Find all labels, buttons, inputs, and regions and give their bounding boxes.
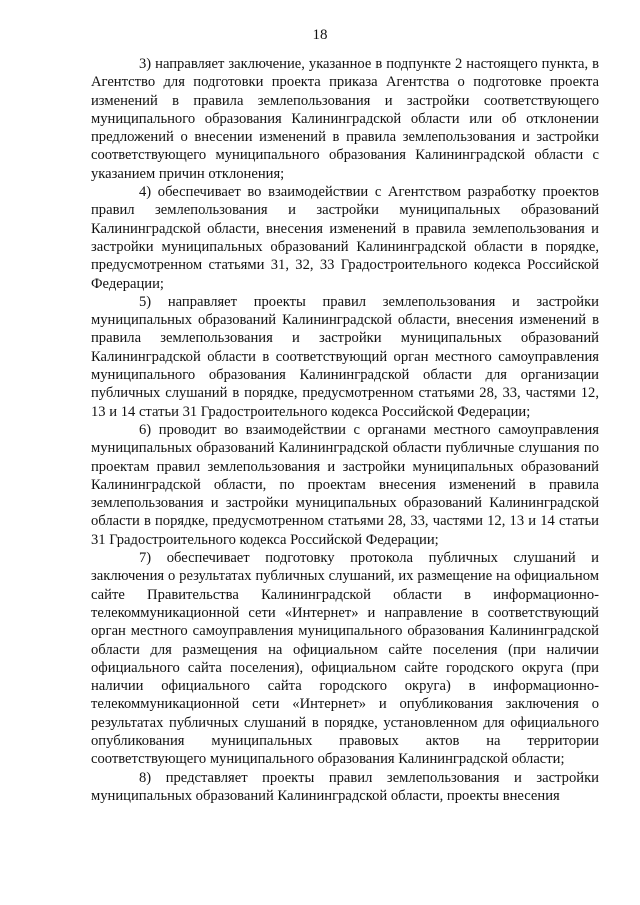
paragraph-item-8: 8) представляет проекты правил землепользования и застройки муниципальных образований Калининградской области, проекты внесения [91, 769, 599, 804]
paragraph-item-6: 6) проводит во взаимодействии с органами местного самоуправления муниципальных образований Калининградской области публичные слушания по проектам правил землепользования и застройки муниципальных образований Калининградской области, по проектам внесения изменений в правила землепользования и застройки муниципальных образований Калининградской области в порядке, предусмотренном статьями 28, 33, частями 12, 13 и 14 статьи 31 Градостроительного кодекса Российской Федерации; [91, 421, 599, 548]
paragraph-item-5: 5) направляет проекты правил землепользования и застройки муниципальных образований Калининградской области, внесения изменений в правила землепользования и застройки муниципальных образований Калининградской области в соответствующий орган местного самоуправления муниципального образования Калининградской области для организации публичных слушаний в порядке, предусмотренном статьями 28, 33, частями 12, 13 и 14 статьи 31 Градостроительного кодекса Российской Федерации; [91, 293, 599, 420]
paragraph-item-7: 7) обеспечивает подготовку протокола публичных слушаний и заключения о результатах публичных слушаний, их размещение на официальном сайте Правительства Калининградской области в информационно-телекоммуникационной сети «Интернет» и направление в соответствующий орган местного самоуправления муниципального образования Калининградской области для размещения на официальном сайте поселения (при наличии официального сайта поселения), официальном сайте городского округа (при наличии официального сайта городского округа) в информационно-телекоммуникационной сети «Интернет» и опубликования заключения о результатах публичных слушаний в порядке, установленном для официального опубликования муниципальных правовых актов на территории соответствующего муниципального образования Калининградской области; [91, 550, 599, 768]
page-number: 18 [312, 27, 328, 43]
paragraph-item-3: 3) направляет заключение, указанное в подпункте 2 настоящего пункта, в Агентство для подготовки проекта приказа Агентства о подготовке проекта изменений в правила землепользования и застройки соответствующего муниципального образования Калининградской области или об отклонении предложений о внесении изменений в правила землепользования и застройки соответствующего муниципального образования Калининградской области с указанием причин отклонения; [91, 56, 599, 182]
paragraph-item-4: 4) обеспечивает во взаимодействии с Агентством разработку проектов правил землепользования и застройки муниципальных образований Калининградской области, внесения изменений в правила землепользования и застройки муниципальных образований Калининградской области в порядке, предусмотренном статьями 31, 32, 33 Градостроительного кодекса Российской Федерации; [91, 184, 599, 292]
document-body [91, 55, 599, 805]
